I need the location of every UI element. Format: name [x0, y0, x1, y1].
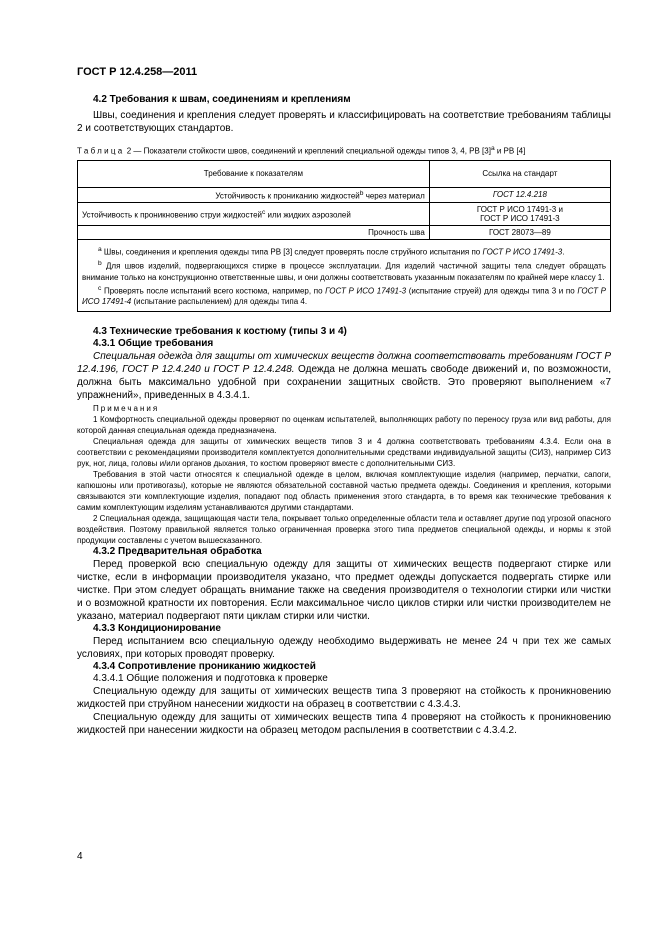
- note-1-continued: Специальная одежда для защиты от химических веществ типов 3 и 4 должна соответствовать требованиям 4.3.4. Если она в соответствии с рекомендациями производителя комплектуется дополнительными средствами индивидуальной защиты (СИЗ), например СИЗ рук, ног, лица, головы и/или органов дыхания, то костюм проверяют вместе с дополнительными СИЗ.: [77, 437, 611, 469]
- table-cell-requirement: Прочность шва: [78, 226, 430, 240]
- table-cell-requirement: [78, 203, 430, 226]
- note-2: 2 Специальная одежда, защищающая части тела, покрывает только определенные области тела и оставляет другие под угрозой опасного воздействия. Поэтому правильной является только ограниченная проверка этого типа предметов специальной одежды, и нормы к этой продукции составлены с учетом вышесказанного.: [77, 514, 611, 546]
- table-2: [77, 160, 611, 313]
- footnote-b: [82, 258, 606, 283]
- table-cell-requirement: [78, 187, 430, 203]
- req-sup: b: [359, 189, 364, 197]
- table-header-row: [78, 160, 611, 187]
- footnote-end: .: [562, 247, 565, 257]
- footnote-end: (испытание распылением) для одежды типа 4.: [131, 297, 308, 307]
- footnote-mark: c: [98, 284, 102, 292]
- table-caption-sup: a: [490, 145, 495, 152]
- footnote-mark: b: [98, 259, 102, 267]
- footnote-ref: ГОСТ Р ИСО 17491-3: [482, 247, 563, 257]
- table-row: [78, 226, 611, 240]
- section-4-3-4-1-paragraph-2: Специальную одежду для защиты от химических веществ типа 4 проверяют на стойкость к проникновению жидкостей при нанесении жидкости на образец методом распыления в соответствии с 4.3.4.2.: [77, 712, 611, 737]
- table-header-requirement: Требование к показателям: [78, 160, 430, 187]
- page-number: 4: [77, 851, 83, 862]
- req-text-tail: через материал: [363, 191, 425, 201]
- section-4-2-paragraph: Швы, соединения и крепления следует проверять и классифицировать на соответствие требованиям таблицы 2 и соответствующих стандартов.: [77, 110, 611, 134]
- document-header: ГОСТ Р 12.4.258—2011: [77, 66, 198, 78]
- footnote-c: [82, 283, 606, 308]
- table-cell-reference: ГОСТ 28073—89: [429, 226, 610, 240]
- footnote-text: Швы, соединения и крепления одежды типа РВ [3] следует проверять после струйного испытания по: [101, 247, 483, 257]
- footnote-a: [82, 244, 606, 258]
- footnote-ref: ГОСТ Р ИСО 17491-3: [325, 286, 407, 296]
- table-header-reference: Ссылка на стандарт: [429, 160, 610, 187]
- section-4-3-1-paragraph: [77, 350, 611, 402]
- notes-title: Примечания: [93, 404, 160, 414]
- section-4-3-4-1-paragraph-1: Специальную одежду для защиты от химических веществ типа 3 проверяют на стойкость к проникновению жидкостей при струйном нанесении жидкости на образец в соответствии с 4.3.4.3.: [77, 686, 611, 711]
- table-caption-tail: и РВ [4]: [494, 146, 526, 156]
- table-cell-reference: [429, 203, 610, 226]
- ref-line-2: ГОСТ Р ИСО 17491-3: [480, 214, 560, 224]
- footnote-mark: a: [98, 246, 102, 254]
- footnote-text: Проверять после испытаний всего костюма, например, по: [101, 286, 326, 296]
- table-cell-reference: ГОСТ 12.4.218: [429, 187, 610, 203]
- section-4-3-3-paragraph: Перед испытанием всю специальную одежду необходимо выдерживать не менее 24 ч при тех же самых условиях, при которых проводят проверку.: [77, 636, 611, 661]
- req-sup: c: [262, 208, 266, 216]
- table-row: [78, 203, 611, 226]
- table-footnotes-row: [78, 240, 611, 312]
- section-4-3-1-heading: 4.3.1 Общие требования: [93, 338, 214, 350]
- req-text: Устойчивость к прониканию жидкостей: [215, 191, 360, 201]
- section-4-3-heading: 4.3 Технические требования к костюму (типы 3 и 4): [93, 326, 347, 338]
- section-4-2-heading: 4.2 Требования к швам, соединениям и креплениям: [93, 94, 351, 105]
- section-4-3-1-rest: Одежда не должна мешать свободе движений и, по возможности, должна быть максимально удобной при сохранении защитных свойств. Это проверяют выполнением «7 упражнений», приведенных в 4.3.4.1.: [77, 364, 612, 402]
- req-text: Устойчивость к проникновению струи жидкостей: [82, 210, 262, 220]
- table-caption-text: 2 — Показатели стойкости швов, соединений и креплений специальной одежды типов 3, 4, РВ [3]: [124, 146, 491, 156]
- footnote-ref: ГОСТ Р ИСО 17491-4: [82, 286, 607, 307]
- table-2-caption: [77, 143, 611, 157]
- table-footnotes: [78, 240, 611, 312]
- section-4-3-3-heading: 4.3.3 Кондиционирование: [93, 623, 221, 635]
- table-caption-label: Таблица: [77, 146, 125, 156]
- page-content: [77, 94, 611, 737]
- req-text-tail: или жидких аэрозолей: [265, 210, 351, 220]
- footnote-text: Для швов изделий, подвергающихся стирке в процессе эксплуатации. Для изделий частичной защиты тела следует обращать внимание только на конструкционно ответственные швы, и они должны соответствовать указанным показателям по крайней мере классу 1.: [82, 261, 606, 282]
- ref-line-1: ГОСТ Р ИСО 17491-3 и: [476, 205, 563, 215]
- section-4-3-4-heading: 4.3.4 Сопротивление прониканию жидкостей: [93, 661, 316, 673]
- note-1-scope: Требования в этой части относятся к специальной одежде в целом, включая комплектующие изделия (например, перчатки, сапоги, капюшоны или противогазы), которые не являются обязательной составной частью предмета одежды. Соединения и крепления, которыми связываются эти комплектующие изделия, попадают под область применения этого стандарта, в то время как технические требования к самим комплектующим изделиям устанавливаются другими стандартами.: [77, 470, 611, 513]
- section-4-3-1-italic: Специальная одежда для защиты от химических веществ должна соответствовать требованиям ГОСТ Р 12.4.196, ГОСТ Р 12.4.240 и ГОСТ Р 12.4.248.: [77, 351, 611, 376]
- note-1: 1 Комфортность специальной одежды проверяют по оценкам испытателей, выполняющих работу по переносу груза или вид работы, для которой данная специальная одежда предназначена.: [77, 415, 611, 436]
- section-4-3-4-1-heading: 4.3.4.1 Общие положения и подготовка к проверке: [93, 673, 328, 685]
- table-row: [78, 187, 611, 203]
- footnote-text: (испытание струей) для одежды типа 3 и по: [406, 286, 578, 296]
- section-4-3-2-heading: 4.3.2 Предварительная обработка: [93, 546, 262, 558]
- section-4-3-2-paragraph: Перед проверкой всю специальную одежду для защиты от химических веществ подвергают стирке или чистке, если в информации производителя указано, что предмет одежды допускается подвергать стирке или чистке. При этом следует обращать внимание также на сведения производителя о технологии стирки или чистки и о возможной кратности их повторения. Если максимальное число циклов стирки или чистки производителем не указано, материал подвергают пяти циклам стирки или чистки.: [77, 559, 611, 623]
